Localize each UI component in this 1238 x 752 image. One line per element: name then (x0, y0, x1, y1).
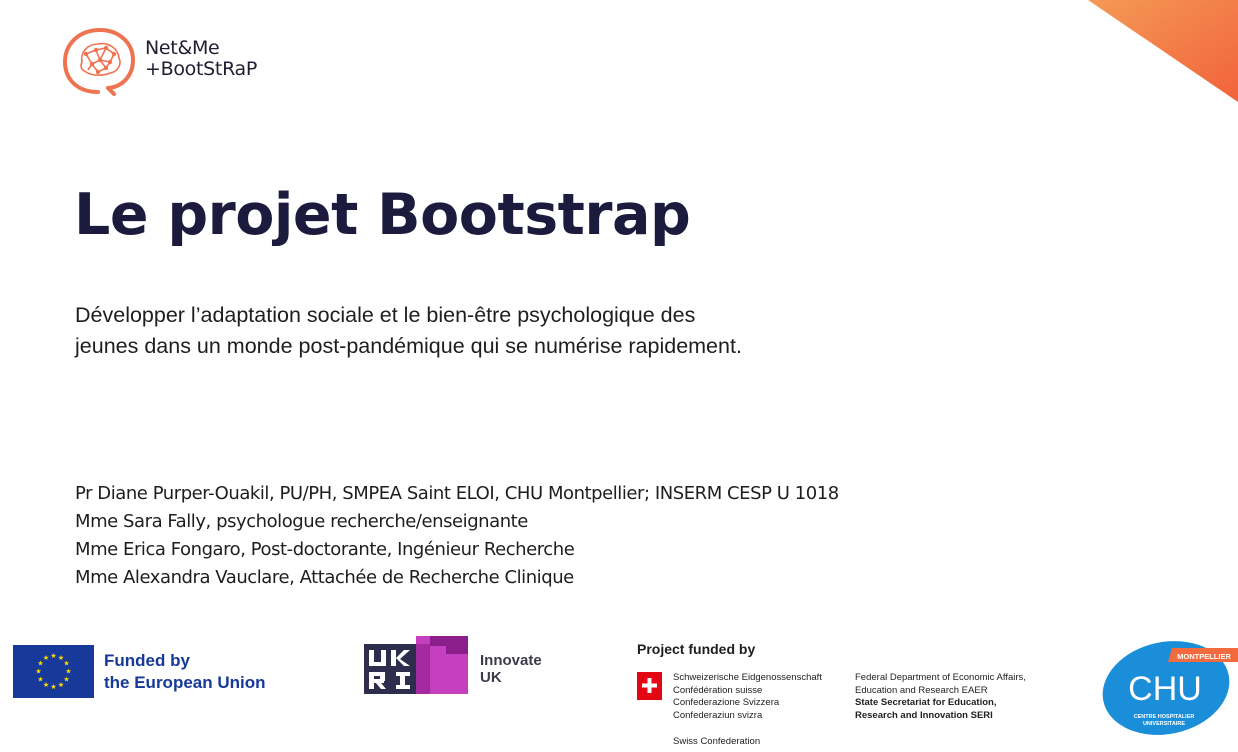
chu-line-2: UNIVERSITAIRE (1142, 721, 1186, 727)
eu-funding-text (104, 650, 266, 694)
corner-decoration (1088, 0, 1238, 102)
brain-network-icon (62, 26, 138, 96)
chu-line-1: CENTRE HOSPITALIER (1133, 714, 1195, 720)
svg-text:★: ★ (37, 675, 44, 684)
slide-title: Le projet Bootstrap (74, 182, 691, 248)
department-line: Research and Innovation SERI (855, 709, 993, 721)
innovate-line-2: UK (480, 669, 502, 686)
svg-text:★: ★ (57, 681, 65, 689)
swiss-name-line: Schweizerische Eidgenossenschaft (673, 672, 822, 683)
subtitle-line: jeunes dans un monde post-pandémique qui se numérise rapidement. (75, 334, 742, 358)
innovate-uk-text (480, 652, 542, 686)
author-line: Mme Alexandra Vauclare, Attachée de Recherche Clinique (75, 567, 574, 588)
svg-text:★: ★ (57, 654, 65, 662)
svg-text:★: ★ (42, 681, 50, 689)
subtitle-line: Développer l’adaptation sociale et le bien-être psychologique des (75, 303, 696, 327)
chu-montpellier-logo (1100, 638, 1238, 738)
logo-line-1: Net&Me (145, 37, 220, 59)
chu-label: CHU (1128, 670, 1202, 708)
author-line: Mme Erica Fongaro, Post-doctorante, Ingénieur Recherche (75, 539, 575, 560)
eu-line-1: Funded by (104, 651, 190, 670)
eu-flag-icon (13, 645, 94, 698)
svg-text:★: ★ (37, 659, 44, 668)
swiss-name-line: Confederazione Svizzera (673, 697, 780, 708)
chu-ribbon-text: MONTPELLIER (1177, 652, 1231, 661)
logo-wordmark (145, 38, 257, 80)
svg-text:★: ★ (50, 652, 57, 660)
author-line: Pr Diane Purper-Ouakil, PU/PH, SMPEA Saint ELOI, CHU Montpellier; INSERM CESP U 1018 (75, 483, 839, 504)
svg-text:★: ★ (63, 659, 70, 668)
author-list (75, 480, 839, 592)
department-line: Federal Department of Economic Affairs, (855, 672, 1026, 683)
federal-department-text (855, 672, 1026, 722)
logo-line-2: +BootStRaP (145, 58, 258, 80)
svg-text:★: ★ (35, 667, 42, 676)
author-line: Mme Sara Fally, psychologue recherche/enseignante (75, 511, 528, 532)
ukri-logo-icon (364, 636, 472, 696)
swiss-confederation-names (673, 672, 822, 722)
svg-text:★: ★ (50, 683, 57, 691)
department-line: Education and Research EAER (855, 684, 988, 696)
innovate-line-1: Innovate (480, 652, 542, 669)
project-funded-heading: Project funded by (637, 641, 756, 657)
svg-text:★: ★ (65, 667, 72, 676)
swiss-confederation-label: Swiss Confederation (673, 736, 761, 747)
svg-text:★: ★ (63, 675, 70, 684)
swiss-name-line: Confédération suisse (673, 684, 763, 696)
eu-line-2: the European Union (104, 673, 266, 692)
swiss-name-line: Confederaziun svizra (673, 709, 763, 721)
slide-subtitle (75, 300, 895, 362)
swiss-flag-icon (637, 672, 662, 700)
department-line: State Secretariat for Education, (855, 697, 997, 708)
svg-text:★: ★ (42, 654, 50, 662)
